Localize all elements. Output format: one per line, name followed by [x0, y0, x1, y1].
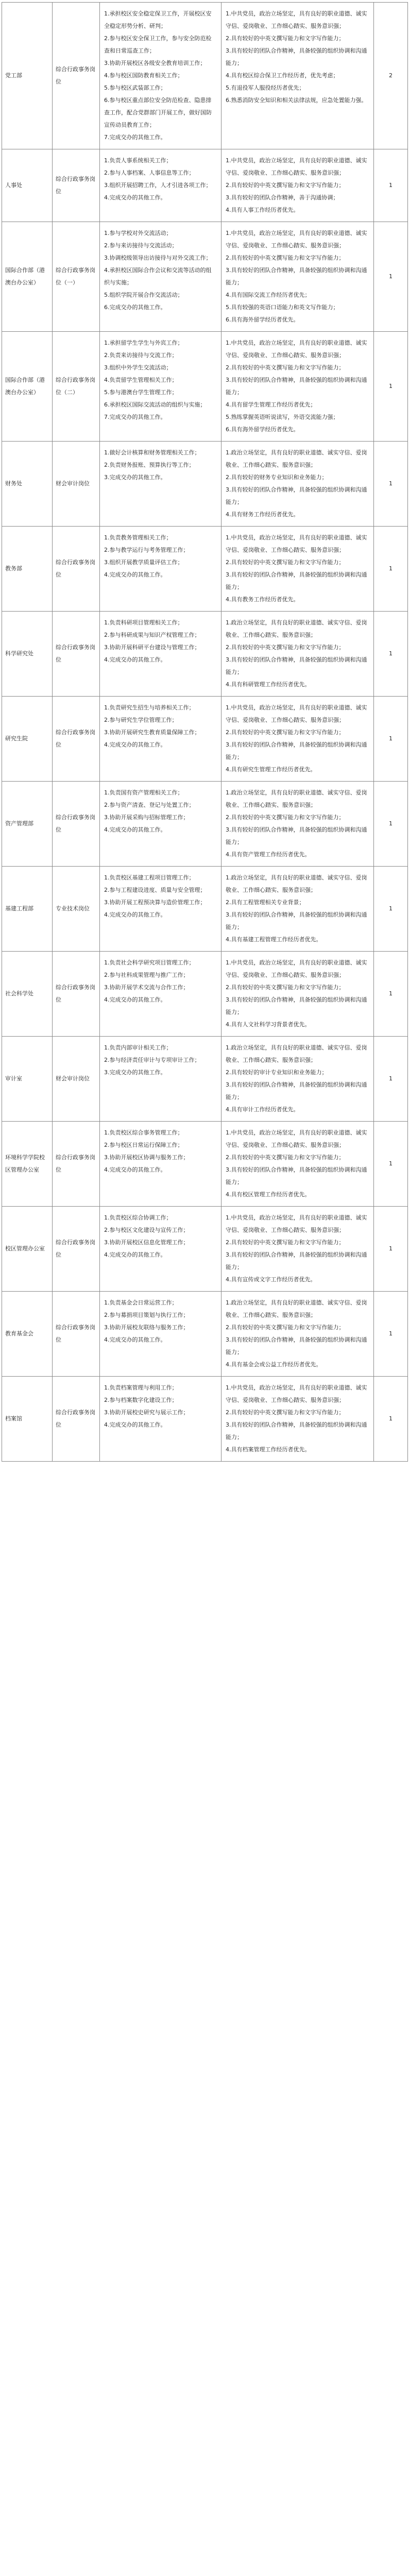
duty-line: 3.协助开展采购与招标管理工作；: [104, 814, 189, 821]
headcount-cell: 1: [374, 332, 408, 442]
department-cell: 基建工程部: [2, 867, 53, 952]
position-category-cell: 专业技术岗位: [53, 867, 100, 952]
requirement-line: 2.具有较好的中英文撰写能力和文字写作能力；: [226, 182, 345, 189]
requirement-line: 2.具有较好的中英文撰写能力和文字写作能力；: [226, 35, 345, 42]
department-cell: 国际合作部（港澳台办公室）: [2, 222, 53, 332]
requirement-line: 4.具有留学生管理工作经历者优先；: [226, 401, 316, 408]
duties-cell: [100, 1037, 221, 1122]
duties-cell: [100, 222, 221, 332]
duty-line: 2.参与教学运行与考务管理工作；: [104, 547, 189, 553]
department-cell: 教务部: [2, 527, 53, 612]
duty-line: 2.参与工程建设进度、质量与安全管理；: [104, 887, 206, 893]
requirement-line: 1.政治立场坚定，具有良好的职业道德、诚实守信、爱岗敬业、工作细心踏实、服务意识强；: [226, 874, 367, 893]
requirement-line: 2.具有较好的财务专业知识和业务能力；: [226, 474, 328, 481]
position-row: [2, 1207, 408, 1292]
duty-line: 4.完成交办的其他工作。: [104, 1251, 166, 1258]
duties-cell: [100, 697, 221, 782]
requirements-cell: [221, 527, 374, 612]
position-row: [2, 1037, 408, 1122]
requirements-cell: [221, 952, 374, 1037]
duty-line: 4.完成交办的其他工作。: [104, 1336, 166, 1343]
duties-cell: [100, 527, 221, 612]
requirement-line: 4.具有审计工作经历者优先。: [226, 1106, 299, 1113]
requirement-line: 3.具有较好的团队合作精神，具备较强的组织协调和沟通能力；: [226, 1251, 367, 1270]
department-cell: 财务处: [2, 442, 53, 527]
requirements-cell: [221, 1122, 374, 1207]
requirement-line: 2.具有工程管理相关专业背景；: [226, 899, 305, 906]
duty-line: 2.参与来访接待与交流活动；: [104, 242, 178, 249]
requirement-line: 4.具有校区综合保卫工作经历者，优先考虑；: [226, 72, 339, 79]
requirement-line: 3.具有较好的团队合作精神，具备较强的组织协调和沟通能力；: [226, 741, 367, 760]
requirement-line: 2.具有较好的中英文撰写能力和文字写作能力；: [226, 644, 345, 651]
requirement-line: 1.政治立场坚定，具有良好的职业道德、诚实守信、爱岗敬业、工作细心踏实、服务意识强；: [226, 619, 367, 638]
requirements-cell: [221, 697, 374, 782]
duty-line: 3.协助开展校友联络与服务工作；: [104, 1324, 189, 1331]
duty-line: 2.负责来访接待与交流工作；: [104, 352, 178, 359]
department-cell: 人事处: [2, 149, 53, 222]
duty-line: 3.完成交办的其他工作。: [104, 474, 166, 481]
duties-cell: [100, 1377, 221, 1462]
requirement-line: 1.政治立场坚定，具有良好的职业道德、诚实守信、爱岗敬业、工作细心踏实、服务意识强；: [226, 789, 367, 808]
recruitment-table: [2, 2, 408, 1462]
requirement-line: 3.具有较好的团队合作精神，具备较强的组织协调和沟通能力；: [226, 1336, 367, 1355]
duty-line: 3.协助开展学术交流与合作工作；: [104, 984, 189, 991]
duty-line: 5.组织学院开展合作交流活动；: [104, 292, 183, 298]
requirement-line: 2.具有较好的审计专业知识和业务能力；: [226, 1069, 328, 1076]
duties-cell: [100, 867, 221, 952]
requirements-cell: [221, 1377, 374, 1462]
position-category-cell: 综合行政事务岗位（一）: [53, 222, 100, 332]
department-cell: 党工部: [2, 3, 53, 149]
department-cell: 研究生院: [2, 697, 53, 782]
requirements-cell: [221, 222, 374, 332]
requirement-line: 1.中共党员，政治立场坚定，具有良好的职业道德、诚实守信、爱岗敬业、工作细心踏实、服务意识强；: [226, 10, 367, 29]
requirement-line: 4.具有人文社科学习背景者优先。: [226, 1021, 311, 1028]
duty-line: 5.参与校区武装部工作；: [104, 84, 166, 91]
position-category-cell: 综合行政事务岗位: [53, 3, 100, 149]
headcount-cell: 1: [374, 1207, 408, 1292]
position-row: [2, 442, 408, 527]
department-cell: 档案馆: [2, 1377, 53, 1462]
department-cell: 社会科学处: [2, 952, 53, 1037]
requirement-line: 1.政治立场坚定，具有良好的职业道德、诚实守信、爱岗敬业、工作细心踏实、服务意识强；: [226, 449, 367, 468]
duty-line: 4.参与校区国防教育相关工作；: [104, 72, 183, 79]
requirement-line: 1.中共党员，政治立场坚定，具有良好的职业道德、诚实守信、爱岗敬业、工作细心踏实、服务意识强；: [226, 157, 367, 176]
duty-line: 3.协助开展校区各级安全教育培训工作；: [104, 60, 206, 66]
duties-cell: [100, 1292, 221, 1377]
duty-line: 2.参与人事档案、人事信息等工作；: [104, 170, 195, 176]
requirement-line: 4.具有教务工作经历者优先。: [226, 596, 299, 603]
requirement-line: 3.具有较好的团队合作精神，具备较强的组织协调和沟通能力；: [226, 656, 367, 675]
requirement-line: 4.具有校区管理工作经历者优先。: [226, 1191, 311, 1198]
requirements-cell: [221, 1037, 374, 1122]
requirements-cell: [221, 1292, 374, 1377]
requirement-line: 4.具有宣传或文字工作经历者优先。: [226, 1276, 316, 1283]
requirement-line: 4.具有基金会或公益工作经历者优先。: [226, 1361, 322, 1368]
duty-line: 1.做好会计核算和财务管理相关工作；: [104, 449, 200, 456]
requirement-line: 3.具有较好的团队合作精神，善于沟通协调；: [226, 194, 339, 201]
position-category-cell: 综合行政事务岗位: [53, 1122, 100, 1207]
duty-line: 4.完成交办的其他工作。: [104, 1166, 166, 1173]
duty-line: 4.负责留学生管理相关工作；: [104, 377, 178, 383]
duty-line: 4.完成交办的其他工作。: [104, 996, 166, 1003]
requirements-cell: [221, 1207, 374, 1292]
headcount-cell: 1: [374, 782, 408, 867]
position-category-cell: 综合行政事务岗位: [53, 612, 100, 697]
duty-line: 3.组织中外学生交流活动；: [104, 364, 172, 371]
position-row: [2, 867, 408, 952]
requirements-cell: [221, 442, 374, 527]
position-row: [2, 612, 408, 697]
position-category-cell: 财会审计岗位: [53, 442, 100, 527]
duty-line: 3.协助开展校区信息化管理工作；: [104, 1239, 189, 1246]
headcount-cell: 1: [374, 149, 408, 222]
duty-line: 3.协助开展校史研究与展示工作；: [104, 1409, 189, 1416]
requirement-line: 5.有退役军人服役经历者优先；: [226, 84, 305, 91]
department-cell: 科学研究处: [2, 612, 53, 697]
duty-line: 6.参与校区重点部位安全防范检查、隐患排查工作，配合党群部门开展工作，做好国防宣传动员教育工作；: [104, 97, 212, 128]
requirement-line: 2.具有较好的中英文撰写能力和文字写作能力；: [226, 984, 345, 991]
duty-line: 1.负责校区综合协调工作；: [104, 1214, 172, 1221]
requirement-line: 1.中共党员，政治立场坚定，具有良好的职业道德、诚实守信、爱岗敬业、工作细心踏实、服务意识强；: [226, 959, 367, 978]
position-category-cell: 综合行政事务岗位: [53, 1377, 100, 1462]
department-cell: 审计室: [2, 1037, 53, 1122]
duty-line: 2.参与校区日常运行保障工作；: [104, 1142, 183, 1148]
position-row: [2, 1122, 408, 1207]
headcount-cell: 1: [374, 612, 408, 697]
requirement-line: 6.熟悉消防安全知识和相关法律法规，应急处置能力强。: [226, 97, 367, 104]
position-row: [2, 3, 408, 149]
duty-line: 6.完成交办的其他工作。: [104, 304, 166, 311]
headcount-cell: 2: [374, 3, 408, 149]
requirement-line: 1.中共党员，政治立场坚定，具有良好的职业道德、诚实守信、爱岗敬业、工作细心踏实、服务意识强；: [226, 704, 367, 723]
requirements-cell: [221, 149, 374, 222]
requirement-line: 2.具有较好的中英文撰写能力和文字写作能力；: [226, 814, 345, 821]
requirement-line: 1.中共党员，政治立场坚定，具有良好的职业道德、诚实守信、爱岗敬业、工作细心踏实、服务意识强；: [226, 534, 367, 553]
requirement-line: 2.具有较好的中英文撰写能力和文字写作能力；: [226, 1324, 345, 1331]
duty-line: 1.负责内部审计相关工作；: [104, 1044, 172, 1051]
duty-line: 2.参与校区安全保卫工作，参与安全防范检查和日常巡查工作；: [104, 35, 212, 54]
duty-line: 6.承担校区国际交流活动的组织与实施；: [104, 401, 206, 408]
position-row: [2, 782, 408, 867]
duties-cell: [100, 442, 221, 527]
duty-line: 2.参与资产清查、登记与处置工作；: [104, 802, 195, 808]
requirement-line: 1.中共党员，政治立场坚定，具有良好的职业道德、诚实守信、爱岗敬业、工作细心踏实、服务意识强；: [226, 340, 367, 359]
requirement-line: 2.具有较好的中英文撰写能力和文字写作能力；: [226, 1154, 345, 1161]
requirement-line: 5.具有较强的英语口语能力和英文写作能力；: [226, 304, 339, 311]
requirement-line: 3.具有较好的团队合作精神，具备较强的组织协调和沟通能力；: [226, 826, 367, 845]
duty-line: 2.参与档案数字化建设工作；: [104, 1397, 178, 1403]
requirement-line: 4.具有研究生管理工作经历者优先。: [226, 766, 316, 773]
duty-line: 3.协助开展工程预决算与造价管理工作；: [104, 899, 206, 906]
duties-cell: [100, 612, 221, 697]
duty-line: 2.负责财务报账、预算执行等工作；: [104, 462, 195, 468]
duty-line: 2.参与经济责任审计与专项审计工作；: [104, 1057, 200, 1063]
duty-line: 1.负责校区基建工程项目管理工作；: [104, 874, 195, 881]
duty-line: 2.参与募捐项目策划与执行工作；: [104, 1312, 189, 1318]
duty-line: 4.完成交办的其他工作。: [104, 911, 166, 918]
requirement-line: 3.具有较好的团队合作精神，具备较强的组织协调和沟通能力；: [226, 571, 367, 590]
duty-line: 2.参与科研成果与知识产权管理工作；: [104, 632, 200, 638]
requirement-line: 5.熟练掌握英语听说读写，外语交流能力强；: [226, 414, 339, 420]
requirements-cell: [221, 782, 374, 867]
requirement-line: 3.具有较好的团队合作精神，具备较强的组织协调和沟通能力；: [226, 1081, 367, 1100]
department-cell: 校区管理办公室: [2, 1207, 53, 1292]
requirement-line: 3.具有较好的团队合作精神，具备较强的组织协调和沟通能力；: [226, 267, 367, 286]
duty-line: 3.协助开展校区协调与服务工作；: [104, 1154, 189, 1161]
duty-line: 4.完成交办的其他工作。: [104, 741, 166, 748]
duty-line: 1.负责校区综合事务管理工作；: [104, 1129, 183, 1136]
duty-line: 1.承担留学生学生与外宾工作；: [104, 340, 183, 346]
requirement-line: 3.具有较好的团队合作精神，具备较强的组织协调和沟通能力；: [226, 377, 367, 396]
duty-line: 3.协助开展科研平台建设与管理工作；: [104, 644, 200, 651]
requirement-line: 3.具有较好的团队合作精神，具备较强的组织协调和沟通能力；: [226, 1166, 367, 1185]
duty-line: 4.完成交办的其他工作。: [104, 656, 166, 663]
headcount-cell: 1: [374, 1037, 408, 1122]
department-cell: 环境科学学院校区管理办公室: [2, 1122, 53, 1207]
requirement-line: 4.具有资产管理工作经历者优先。: [226, 851, 311, 858]
position-category-cell: 财会审计岗位: [53, 1037, 100, 1122]
duty-line: 3.协助开展研究生教育质量保障工作；: [104, 729, 200, 736]
headcount-cell: 1: [374, 1122, 408, 1207]
duty-line: 1.负责教务管理相关工作；: [104, 534, 172, 541]
requirement-line: 1.政治立场坚定，具有良好的职业道德、诚实守信、爱岗敬业、工作细心踏实、服务意识强；: [226, 1299, 367, 1318]
position-row: [2, 1292, 408, 1377]
requirement-line: 3.具有较好的团队合作精神，具备较强的组织协调和沟通能力；: [226, 996, 367, 1015]
duty-line: 1.负责科研项目管理相关工作；: [104, 619, 183, 626]
duty-line: 4.承担校区国际合作会议和交流等活动的组织与实施；: [104, 267, 212, 286]
duty-line: 2.参与研究生学位管理工作；: [104, 717, 178, 723]
position-row: [2, 149, 408, 222]
headcount-cell: 1: [374, 1377, 408, 1462]
headcount-cell: 1: [374, 1292, 408, 1377]
duties-cell: [100, 782, 221, 867]
position-category-cell: 综合行政事务岗位: [53, 952, 100, 1037]
duties-cell: [100, 1207, 221, 1292]
duties-cell: [100, 149, 221, 222]
requirement-line: 2.具有较好的中英文撰写能力和文字写作能力；: [226, 1409, 345, 1416]
duty-line: 1.承担校区安全稳定保卫工作，开展校区安全稳定形势分析、研判；: [104, 10, 212, 29]
duty-line: 1.负责研究生招生与培养相关工作；: [104, 704, 195, 711]
requirements-cell: [221, 3, 374, 149]
requirement-line: 2.具有较好的中英文撰写能力和文字写作能力；: [226, 1239, 345, 1246]
position-row: [2, 697, 408, 782]
duty-line: 1.参与学校对外交流活动；: [104, 230, 172, 236]
duty-line: 1.负责人事系统相关工作；: [104, 157, 172, 164]
position-category-cell: 综合行政事务岗位: [53, 697, 100, 782]
duty-line: 7.完成交办的其他工作。: [104, 414, 166, 420]
position-category-cell: 综合行政事务岗位: [53, 782, 100, 867]
duty-line: 4.完成交办的其他工作。: [104, 826, 166, 833]
headcount-cell: 1: [374, 867, 408, 952]
duty-line: 1.负责档案管理与利用工作；: [104, 1384, 178, 1391]
duty-line: 3.组织开展招聘工作，人才引进各项工作；: [104, 182, 212, 189]
position-category-cell: 综合行政事务岗位: [53, 527, 100, 612]
position-row: [2, 332, 408, 442]
duty-line: 1.负责国有资产管理相关工作；: [104, 789, 183, 796]
duties-cell: [100, 332, 221, 442]
headcount-cell: 1: [374, 952, 408, 1037]
department-cell: 国际合作部（港澳台办公室）: [2, 332, 53, 442]
requirement-line: 4.具有财务工作经历者优先。: [226, 511, 299, 518]
position-row: [2, 222, 408, 332]
requirement-line: 4.具有档案管理工作经历者优先。: [226, 1446, 311, 1453]
position-row: [2, 952, 408, 1037]
requirement-line: 3.具有较好的团队合作精神，具备较强的组织协调和沟通能力；: [226, 486, 367, 505]
position-category-cell: 综合行政事务岗位: [53, 149, 100, 222]
duties-cell: [100, 952, 221, 1037]
duty-line: 1.负责基金会日常运营工作；: [104, 1299, 178, 1306]
duty-line: 3.完成交办的其他工作。: [104, 1069, 166, 1076]
requirements-cell: [221, 867, 374, 952]
duty-line: 4.完成交办的其他工作。: [104, 1421, 166, 1428]
headcount-cell: 1: [374, 222, 408, 332]
requirement-line: 3.具有较好的团队合作精神，具备较强的组织协调和沟通能力；: [226, 911, 367, 930]
department-cell: 资产管理部: [2, 782, 53, 867]
duty-line: 7.完成交办的其他工作。: [104, 134, 166, 141]
duty-line: 5.参与港澳台学生管理工作；: [104, 389, 178, 396]
requirement-line: 4.具有基建工程管理工作经历者优先。: [226, 936, 322, 943]
duty-line: 3.协调校级领导出访接待与对外交流工作；: [104, 255, 212, 261]
requirement-line: 2.具有较好的中英文撰写能力和文字写作能力；: [226, 364, 345, 371]
duty-line: 2.参与社科成果管理与推广工作；: [104, 972, 189, 978]
requirement-line: 2.具有较好的中英文撰写能力和文字写作能力；: [226, 729, 345, 736]
position-row: [2, 527, 408, 612]
requirement-line: 1.中共党员，政治立场坚定，具有良好的职业道德、诚实守信、爱岗敬业、工作细心踏实、服务意识强；: [226, 1129, 367, 1148]
requirement-line: 1.政治立场坚定，具有良好的职业道德、诚实守信、爱岗敬业、工作细心踏实、服务意识强；: [226, 1044, 367, 1063]
position-category-cell: 综合行政事务岗位: [53, 1207, 100, 1292]
requirement-line: 2.具有较好的中英文撰写能力和文字写作能力；: [226, 559, 345, 566]
requirement-line: 3.具有较好的团队合作精神，具备较强的组织协调和沟通能力；: [226, 1421, 367, 1440]
duty-line: 2.参与校区文化建设与宣传工作；: [104, 1227, 189, 1233]
duty-line: 4.完成交办的其他工作。: [104, 194, 166, 201]
headcount-cell: 1: [374, 697, 408, 782]
requirements-cell: [221, 332, 374, 442]
duty-line: 4.完成交办的其他工作。: [104, 571, 166, 578]
position-category-cell: 综合行政事务岗位（二）: [53, 332, 100, 442]
requirement-line: 1.中共党员，政治立场坚定，具有良好的职业道德、诚实守信、爱岗敬业、工作细心踏实、服务意识强；: [226, 230, 367, 249]
requirement-line: 6.具有海外留学经历者优先。: [226, 316, 299, 323]
position-row: [2, 1377, 408, 1462]
requirements-cell: [221, 612, 374, 697]
requirement-line: 1.中共党员，政治立场坚定，具有良好的职业道德、诚实守信、爱岗敬业、工作细心踏实、服务意识强；: [226, 1214, 367, 1233]
headcount-cell: 1: [374, 527, 408, 612]
requirement-line: 2.具有较好的中英文撰写能力和文字写作能力；: [226, 255, 345, 261]
duty-line: 1.负责社会科学研究项目管理工作；: [104, 959, 195, 966]
duties-cell: [100, 1122, 221, 1207]
duties-cell: [100, 3, 221, 149]
department-cell: 教育基金会: [2, 1292, 53, 1377]
requirement-line: 3.具有较好的团队合作精神，具备较强的组织协调和沟通能力；: [226, 47, 367, 66]
position-category-cell: 综合行政事务岗位: [53, 1292, 100, 1377]
requirement-line: 4.具有国际交流工作经历者优先；: [226, 292, 311, 298]
requirement-line: 1.中共党员，政治立场坚定，具有良好的职业道德、诚实守信、爱岗敬业、工作细心踏实、服务意识强；: [226, 1384, 367, 1403]
requirement-line: 4.具有科研管理工作经历者优先。: [226, 681, 311, 688]
duty-line: 3.组织开展教学质量评估工作；: [104, 559, 183, 566]
requirement-line: 6.具有海外留学经历者优先。: [226, 426, 299, 433]
requirement-line: 4.具有人事工作经历者优先。: [226, 207, 299, 213]
headcount-cell: 1: [374, 442, 408, 527]
